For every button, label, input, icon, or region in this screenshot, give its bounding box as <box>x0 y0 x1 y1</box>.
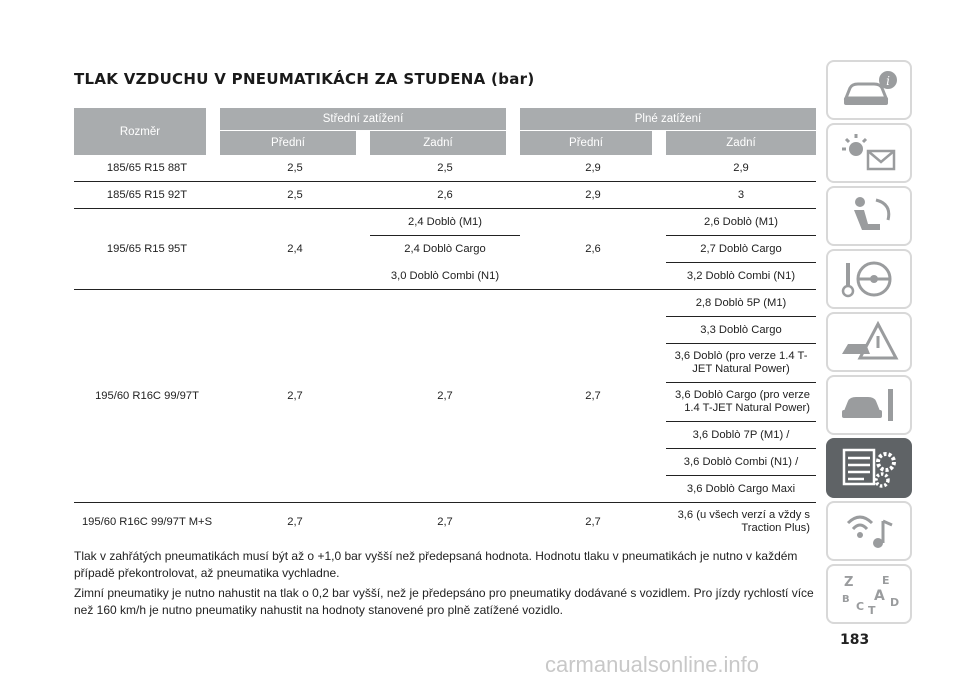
warning-lights-icon <box>838 131 900 175</box>
watermark: carmanualsonline.info <box>545 652 760 677</box>
header-full-rear: Zadní <box>666 130 816 155</box>
cell-full-front: 2,9 <box>520 182 666 209</box>
note-winter-tyres: Zimní pneumatiky je nutno nahustit na tlak o 0,2 bar vyšší, než je předepsáno pro pneumatiky dodávané s vozidlem. Pro jízdy rychlostí více než 160 km/h je nutno pneumatiky nahustit na hodnoty stanovené pro plně zatížené vozidlo. <box>74 586 814 617</box>
cell-full-rear: 3,6 Doblò Cargo (pro verze 1.4 T-JET Natural Power) <box>666 383 816 422</box>
cell-full-rear: 3,3 Doblò Cargo <box>666 317 816 344</box>
cell-full-rear: 3,6 Doblò 7P (M1) / <box>666 422 816 449</box>
seat-airbag-icon <box>838 194 900 238</box>
cell-full-front: 2,7 <box>520 290 666 503</box>
table-row <box>74 290 816 317</box>
header-size: Rozměr <box>74 108 220 155</box>
header-mid-rear: Zadní <box>370 130 520 155</box>
cell-full-rear: 3,6 (u všech verzí a vždy s Traction Plus) <box>677 509 810 534</box>
index-letter: C <box>856 600 865 613</box>
chapter-tabs <box>826 60 912 627</box>
cell-size: 195/60 R16C 99/97T M+S <box>81 515 213 528</box>
header-mid-front: Přední <box>220 130 370 155</box>
tab-multimedia[interactable] <box>826 501 912 561</box>
cell-size: 185/65 R15 88T <box>74 155 220 182</box>
tab-safety[interactable] <box>826 186 912 246</box>
index-letter: B <box>842 594 850 605</box>
cell-mid-rear: 2,5 <box>370 155 520 182</box>
cell-full-rear: 3 <box>666 182 816 209</box>
cell-mid-rear: 2,7 <box>370 290 520 503</box>
cell-mid-front: 2,7 <box>287 515 303 528</box>
index-letter: A <box>874 588 885 604</box>
table-row <box>74 503 816 541</box>
specs-gears-icon <box>838 446 900 490</box>
cell-mid-rear: 2,6 <box>370 182 520 209</box>
tab-emergency[interactable] <box>826 312 912 372</box>
tab-technical-data[interactable] <box>826 438 912 498</box>
car-info-icon <box>838 68 900 112</box>
cell-full-rear: 2,9 <box>666 155 816 182</box>
tab-starting-driving[interactable] <box>826 249 912 309</box>
tire-pressure-table <box>74 108 816 541</box>
cell-full-rear: 3,6 Doblò Cargo Maxi <box>666 476 816 503</box>
index-letter: D <box>890 596 900 609</box>
tab-warning-lights[interactable] <box>826 123 912 183</box>
cell-mid-rear: 2,4 Doblò (M1) <box>370 209 520 236</box>
header-full-front: Přední <box>520 130 666 155</box>
table-row <box>74 182 816 209</box>
table-row <box>74 209 816 236</box>
tab-index[interactable] <box>826 564 912 624</box>
cell-mid-rear: 2,7 <box>437 515 453 528</box>
cell-full-rear: 2,6 Doblò (M1) <box>666 209 816 236</box>
index-letter: Z <box>844 575 854 590</box>
multimedia-icon <box>838 509 900 553</box>
index-letter: T <box>868 604 876 616</box>
page-number: 183 <box>840 632 870 648</box>
cell-size: 185/65 R15 92T <box>74 182 220 209</box>
cell-mid-front: 2,7 <box>220 290 370 503</box>
cell-full-front: 2,6 <box>520 209 666 290</box>
steering-key-icon <box>838 257 900 301</box>
cell-full-rear: 3,2 Doblò Combi (N1) <box>666 263 816 290</box>
cell-size: 195/60 R16C 99/97T <box>74 290 220 503</box>
table-row <box>74 155 816 182</box>
cell-full-rear: 2,8 Doblò 5P (M1) <box>666 290 816 317</box>
car-service-icon <box>838 383 900 427</box>
notes <box>74 548 819 622</box>
index-letter: E <box>882 574 890 587</box>
svg-text:i: i <box>886 74 890 88</box>
cell-full-front: 2,9 <box>520 155 666 182</box>
header-mid-load: Střední zatížení <box>220 108 520 130</box>
tab-maintenance[interactable] <box>826 375 912 435</box>
cell-full-rear: 3,6 Doblò Combi (N1) / <box>666 449 816 476</box>
breakdown-triangle-icon <box>838 320 900 364</box>
cell-mid-front: 2,5 <box>220 155 370 182</box>
cell-size: 195/65 R15 95T <box>74 209 220 290</box>
cell-full-rear: 2,7 Doblò Cargo <box>666 236 816 263</box>
cell-full-rear: 3,6 Doblò (pro verze 1.4 T-JET Natural Power) <box>666 344 816 383</box>
cell-full-front: 2,7 <box>585 515 601 528</box>
header-full-load: Plné zatížení <box>520 108 816 130</box>
page-title: TLAK VZDUCHU V PNEUMATIKÁCH ZA STUDENA (bar) <box>74 70 535 88</box>
note-warm-tyres: Tlak v zahřátých pneumatikách musí být až o +1,0 bar vyšší než předepsaná hodnota. Hodnotu tlaku v pneumatikách je nutno v každém případě překontrolovat, až pneumatika vychladne. <box>74 549 798 580</box>
index-letters-icon <box>838 572 900 616</box>
cell-mid-front: 2,5 <box>220 182 370 209</box>
cell-mid-rear: 2,4 Doblò Cargo <box>404 243 486 255</box>
cell-mid-rear: 3,0 Doblò Combi (N1) <box>370 263 520 290</box>
cell-mid-front: 2,4 <box>220 209 370 290</box>
tab-car-info[interactable] <box>826 60 912 120</box>
